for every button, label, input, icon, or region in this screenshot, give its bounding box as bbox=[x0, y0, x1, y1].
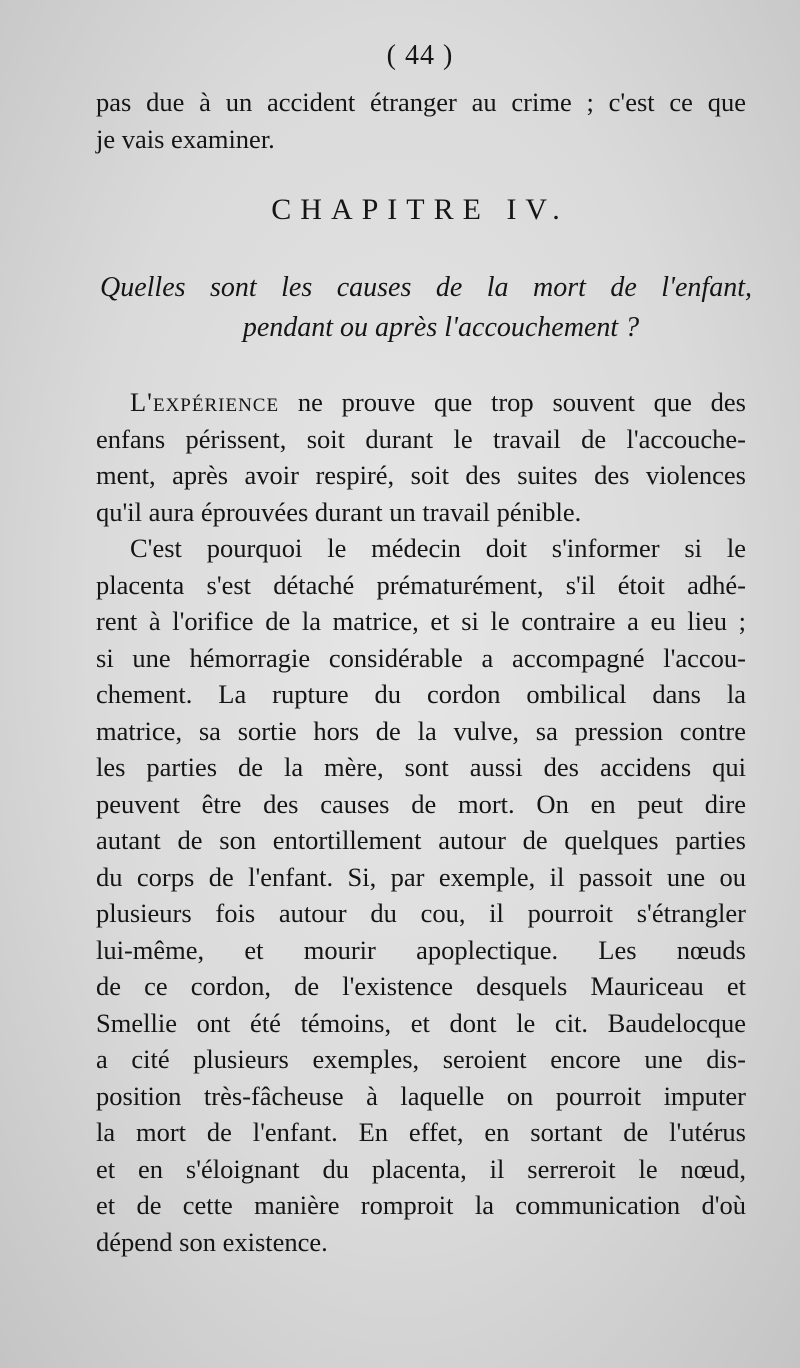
paragraph-line bbox=[96, 384, 746, 421]
paragraph-1 bbox=[96, 384, 746, 530]
paragraph-line: Smellie ont été témoins, et dont le cit. Baudelocque bbox=[96, 1007, 746, 1038]
paragraph-line: a cité plusieurs exemples, seroient encore une dis- bbox=[96, 1044, 746, 1074]
paragraph-2 bbox=[96, 530, 746, 1260]
paragraph-line: la mort de l'enfant. En effet, en sortant de l'utérus bbox=[96, 1117, 746, 1147]
line-rest: ne prouve que trop souvent que des bbox=[279, 387, 746, 417]
paragraph-line: placenta s'est détaché prématurément, s'il étoit adhé- bbox=[96, 569, 746, 600]
question-line: pendant ou après l'accouchement ? bbox=[242, 312, 640, 343]
paragraph-line: et en s'éloignant du placenta, il serreroit le nœud, bbox=[96, 1153, 746, 1184]
paragraph-line: dépend son existence. bbox=[96, 1226, 328, 1257]
paragraph-line: autant de son entortillement autour de quelques parties bbox=[96, 825, 746, 855]
page-number: ( 44 ) bbox=[386, 40, 454, 71]
paragraph-line: plusieurs fois autour du cou, il pourroit s'étrangler bbox=[96, 898, 746, 928]
paragraph-line: rent à l'orifice de la matrice, et si le contraire a eu lieu ; bbox=[96, 606, 746, 636]
paragraph-line: si une hémorragie considérable a accompagné l'accou- bbox=[96, 642, 746, 673]
paragraph-line: les parties de la mère, sont aussi des accidens qui bbox=[96, 752, 746, 782]
paragraph-line: enfans périssent, soit durant le travail de l'accouche- bbox=[96, 423, 746, 454]
paragraph-line: peuvent être des causes de mort. On en peut dire bbox=[96, 788, 746, 819]
intro-line: je vais examiner. bbox=[96, 123, 275, 154]
chapter-title: CHAPITRE IV. bbox=[271, 193, 569, 226]
intro-line: pas due à un accident étranger au crime ; c'est ce que bbox=[96, 87, 746, 117]
paragraph-line: matrice, sa sortie hors de la vulve, sa pression contre bbox=[96, 715, 746, 746]
paragraph-line: C'est pourquoi le médecin doit s'informer si le bbox=[130, 533, 746, 563]
paragraph-line: ment, après avoir respiré, soit des suites des violences bbox=[96, 460, 746, 490]
paragraph-line: lui-même, et mourir apoplectique. Les nœuds bbox=[96, 934, 746, 965]
paragraph-line: et de cette manière romproit la communication d'où bbox=[96, 1190, 746, 1220]
question-line: Quelles sont les causes de la mort de l'enfant, bbox=[100, 272, 752, 303]
paragraph-line: chement. La rupture du cordon ombilical dans la bbox=[96, 679, 746, 709]
paragraph-line: de ce cordon, de l'existence desquels Mauriceau et bbox=[96, 971, 746, 1001]
chapter-question bbox=[100, 268, 752, 348]
paragraph-line: du corps de l'enfant. Si, par exemple, il passoit une ou bbox=[96, 861, 746, 892]
drop-word: L'expérience bbox=[130, 387, 280, 417]
intro-paragraph bbox=[96, 84, 746, 157]
paragraph-line: qu'il aura éprouvées durant un travail pénible. bbox=[96, 496, 582, 527]
paragraph-line: position très-fâcheuse à laquelle on pourroit imputer bbox=[96, 1080, 746, 1111]
